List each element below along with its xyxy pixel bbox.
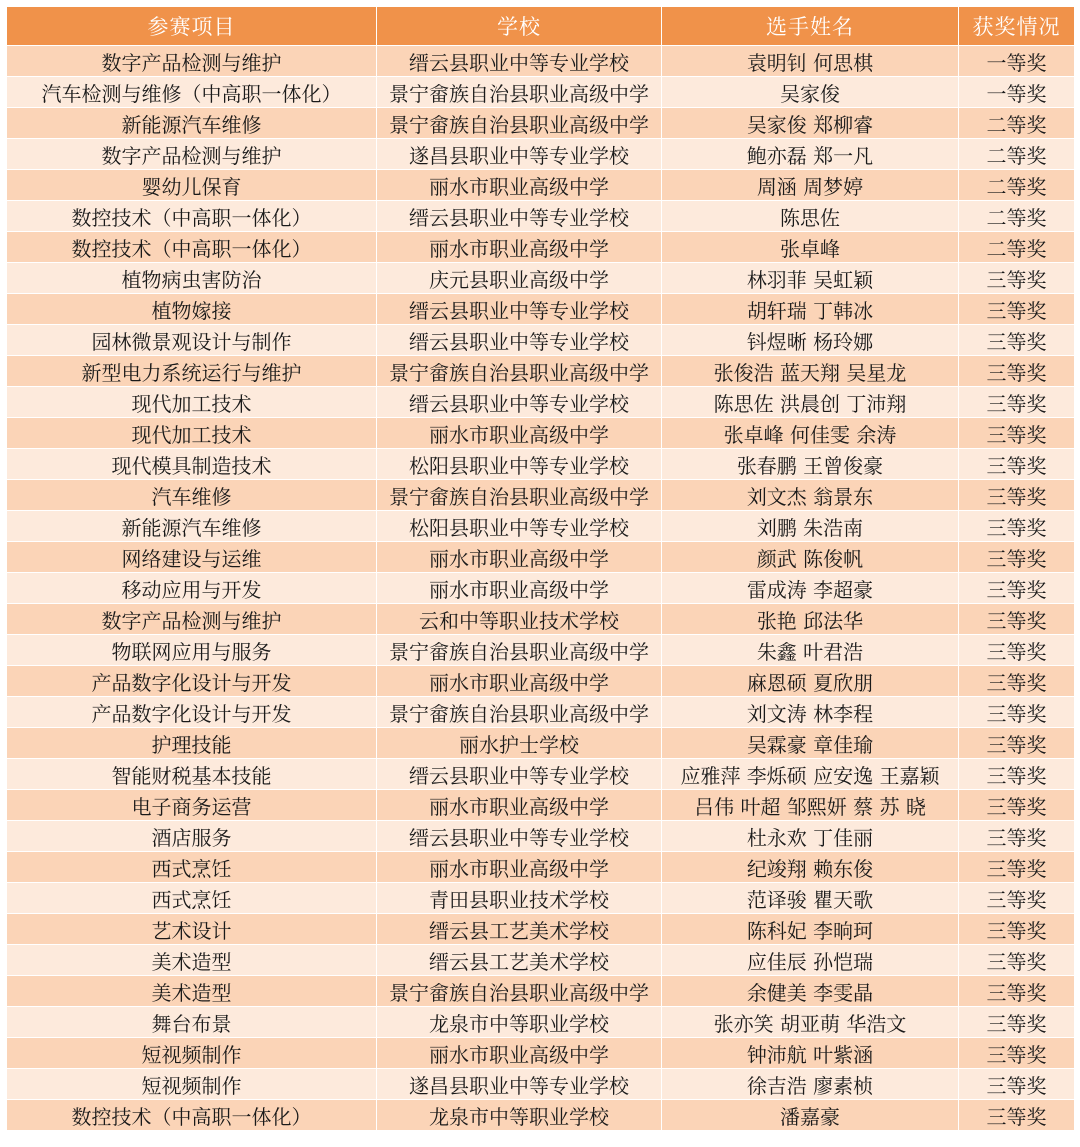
cell-school: 缙云县职业中等专业学校 bbox=[377, 201, 662, 232]
cell-school: 丽水市职业高级中学 bbox=[377, 666, 662, 697]
cell-award: 一等奖 bbox=[959, 77, 1075, 108]
cell-school: 景宁畲族自治县职业高级中学 bbox=[377, 976, 662, 1007]
cell-award: 三等奖 bbox=[959, 604, 1075, 635]
cell-contestant-names: 麻恩硕 夏欣朋 bbox=[662, 666, 959, 697]
cell-award: 三等奖 bbox=[959, 1069, 1075, 1100]
cell-contestant-names: 雷成涛 李超豪 bbox=[662, 573, 959, 604]
cell-competition-item: 数字产品检测与维护 bbox=[7, 139, 377, 170]
table-row bbox=[7, 1100, 1075, 1131]
cell-school: 丽水市职业高级中学 bbox=[377, 418, 662, 449]
cell-competition-item: 物联网应用与服务 bbox=[7, 635, 377, 666]
cell-competition-item: 汽车检测与维修（中高职一体化） bbox=[7, 77, 377, 108]
cell-award: 三等奖 bbox=[959, 821, 1075, 852]
cell-award: 三等奖 bbox=[959, 294, 1075, 325]
table-row bbox=[7, 1038, 1075, 1069]
table-row bbox=[7, 1007, 1075, 1038]
cell-competition-item: 产品数字化设计与开发 bbox=[7, 697, 377, 728]
cell-contestant-names: 吴家俊 郑柳睿 bbox=[662, 108, 959, 139]
header-award: 获奖情况 bbox=[959, 7, 1075, 46]
table-row bbox=[7, 945, 1075, 976]
cell-contestant-names: 吴家俊 bbox=[662, 77, 959, 108]
table-row bbox=[7, 294, 1075, 325]
cell-school: 遂昌县职业中等专业学校 bbox=[377, 1069, 662, 1100]
cell-competition-item: 护理技能 bbox=[7, 728, 377, 759]
cell-school: 遂昌县职业中等专业学校 bbox=[377, 139, 662, 170]
cell-competition-item: 新型电力系统运行与维护 bbox=[7, 356, 377, 387]
table-row bbox=[7, 573, 1075, 604]
cell-award: 一等奖 bbox=[959, 46, 1075, 77]
cell-contestant-names: 潘嘉豪 bbox=[662, 1100, 959, 1131]
table-row bbox=[7, 697, 1075, 728]
cell-award: 三等奖 bbox=[959, 635, 1075, 666]
table-row bbox=[7, 635, 1075, 666]
cell-school: 景宁畲族自治县职业高级中学 bbox=[377, 635, 662, 666]
table-row bbox=[7, 263, 1075, 294]
table-row bbox=[7, 449, 1075, 480]
cell-competition-item: 数控技术（中高职一体化） bbox=[7, 232, 377, 263]
table-row bbox=[7, 170, 1075, 201]
cell-competition-item: 现代模具制造技术 bbox=[7, 449, 377, 480]
header-contestant-names: 选手姓名 bbox=[662, 7, 959, 46]
cell-award: 三等奖 bbox=[959, 356, 1075, 387]
cell-award: 三等奖 bbox=[959, 325, 1075, 356]
table-row bbox=[7, 108, 1075, 139]
header-competition-item: 参赛项目 bbox=[7, 7, 377, 46]
cell-award: 三等奖 bbox=[959, 387, 1075, 418]
cell-contestant-names: 鲍亦磊 郑一凡 bbox=[662, 139, 959, 170]
cell-contestant-names: 徐吉浩 廖素桢 bbox=[662, 1069, 959, 1100]
cell-contestant-names: 陈科妃 李晌珂 bbox=[662, 914, 959, 945]
table-row bbox=[7, 480, 1075, 511]
cell-award: 三等奖 bbox=[959, 945, 1075, 976]
cell-school: 龙泉市中等职业学校 bbox=[377, 1100, 662, 1131]
cell-contestant-names: 林羽菲 吴虹颖 bbox=[662, 263, 959, 294]
table-row bbox=[7, 759, 1075, 790]
table-row bbox=[7, 1069, 1075, 1100]
cell-contestant-names: 朱鑫 叶君浩 bbox=[662, 635, 959, 666]
cell-award: 三等奖 bbox=[959, 976, 1075, 1007]
cell-school: 丽水市职业高级中学 bbox=[377, 790, 662, 821]
cell-competition-item: 婴幼儿保育 bbox=[7, 170, 377, 201]
cell-contestant-names: 张艳 邱法华 bbox=[662, 604, 959, 635]
cell-school: 庆元县职业高级中学 bbox=[377, 263, 662, 294]
cell-award: 二等奖 bbox=[959, 139, 1075, 170]
table-row bbox=[7, 542, 1075, 573]
cell-award: 三等奖 bbox=[959, 666, 1075, 697]
cell-school: 龙泉市中等职业学校 bbox=[377, 1007, 662, 1038]
cell-contestant-names: 钟沛航 叶紫涵 bbox=[662, 1038, 959, 1069]
table-row bbox=[7, 976, 1075, 1007]
table-row bbox=[7, 914, 1075, 945]
cell-award: 三等奖 bbox=[959, 573, 1075, 604]
cell-competition-item: 美术造型 bbox=[7, 976, 377, 1007]
cell-contestant-names: 陈思佐 洪晨创 丁沛翔 bbox=[662, 387, 959, 418]
cell-award: 三等奖 bbox=[959, 1100, 1075, 1131]
cell-school: 丽水市职业高级中学 bbox=[377, 542, 662, 573]
cell-school: 缙云县职业中等专业学校 bbox=[377, 46, 662, 77]
table-header bbox=[7, 7, 1075, 46]
cell-school: 景宁畲族自治县职业高级中学 bbox=[377, 356, 662, 387]
cell-school: 丽水市职业高级中学 bbox=[377, 852, 662, 883]
cell-contestant-names: 刘文涛 林李程 bbox=[662, 697, 959, 728]
cell-competition-item: 产品数字化设计与开发 bbox=[7, 666, 377, 697]
cell-award: 三等奖 bbox=[959, 1007, 1075, 1038]
table-row bbox=[7, 46, 1075, 77]
cell-contestant-names: 纪竣翔 赖东俊 bbox=[662, 852, 959, 883]
cell-contestant-names: 袁明钊 何思棋 bbox=[662, 46, 959, 77]
cell-school: 丽水市职业高级中学 bbox=[377, 573, 662, 604]
cell-competition-item: 网络建设与运维 bbox=[7, 542, 377, 573]
cell-contestant-names: 胡轩瑞 丁韩冰 bbox=[662, 294, 959, 325]
header-school: 学校 bbox=[377, 7, 662, 46]
cell-competition-item: 短视频制作 bbox=[7, 1069, 377, 1100]
cell-school: 缙云县职业中等专业学校 bbox=[377, 294, 662, 325]
cell-school: 丽水护士学校 bbox=[377, 728, 662, 759]
cell-competition-item: 现代加工技术 bbox=[7, 418, 377, 449]
cell-award: 三等奖 bbox=[959, 418, 1075, 449]
cell-award: 二等奖 bbox=[959, 108, 1075, 139]
cell-school: 景宁畲族自治县职业高级中学 bbox=[377, 480, 662, 511]
cell-award: 三等奖 bbox=[959, 759, 1075, 790]
cell-school: 缙云县工艺美术学校 bbox=[377, 914, 662, 945]
table-row bbox=[7, 77, 1075, 108]
cell-award: 三等奖 bbox=[959, 542, 1075, 573]
cell-competition-item: 新能源汽车维修 bbox=[7, 511, 377, 542]
cell-award: 二等奖 bbox=[959, 201, 1075, 232]
cell-competition-item: 酒店服务 bbox=[7, 821, 377, 852]
cell-school: 缙云县职业中等专业学校 bbox=[377, 759, 662, 790]
table-row bbox=[7, 666, 1075, 697]
cell-contestant-names: 刘鹏 朱浩南 bbox=[662, 511, 959, 542]
award-results-table bbox=[6, 6, 1075, 1131]
cell-contestant-names: 周涵 周梦婷 bbox=[662, 170, 959, 201]
cell-competition-item: 西式烹饪 bbox=[7, 883, 377, 914]
cell-contestant-names: 张春鹏 王曾俊豪 bbox=[662, 449, 959, 480]
cell-contestant-names: 刘文杰 翁景东 bbox=[662, 480, 959, 511]
cell-school: 景宁畲族自治县职业高级中学 bbox=[377, 77, 662, 108]
table-row bbox=[7, 852, 1075, 883]
cell-school: 松阳县职业中等专业学校 bbox=[377, 511, 662, 542]
cell-competition-item: 数控技术（中高职一体化） bbox=[7, 1100, 377, 1131]
cell-school: 景宁畲族自治县职业高级中学 bbox=[377, 108, 662, 139]
cell-contestant-names: 陈思佐 bbox=[662, 201, 959, 232]
cell-competition-item: 数字产品检测与维护 bbox=[7, 604, 377, 635]
cell-competition-item: 植物嫁接 bbox=[7, 294, 377, 325]
cell-award: 三等奖 bbox=[959, 480, 1075, 511]
cell-award: 三等奖 bbox=[959, 697, 1075, 728]
cell-school: 云和中等职业技术学校 bbox=[377, 604, 662, 635]
cell-contestant-names: 吴霖豪 章佳瑜 bbox=[662, 728, 959, 759]
cell-award: 三等奖 bbox=[959, 790, 1075, 821]
cell-school: 丽水市职业高级中学 bbox=[377, 232, 662, 263]
cell-competition-item: 数字产品检测与维护 bbox=[7, 46, 377, 77]
cell-award: 三等奖 bbox=[959, 914, 1075, 945]
cell-contestant-names: 张俊浩 蓝天翔 吴星龙 bbox=[662, 356, 959, 387]
cell-competition-item: 汽车维修 bbox=[7, 480, 377, 511]
table-row bbox=[7, 418, 1075, 449]
cell-competition-item: 舞台布景 bbox=[7, 1007, 377, 1038]
table-row bbox=[7, 883, 1075, 914]
table-row bbox=[7, 201, 1075, 232]
cell-competition-item: 西式烹饪 bbox=[7, 852, 377, 883]
cell-contestant-names: 张亦笑 胡亚萌 华浩文 bbox=[662, 1007, 959, 1038]
cell-award: 三等奖 bbox=[959, 1038, 1075, 1069]
cell-school: 缙云县工艺美术学校 bbox=[377, 945, 662, 976]
cell-award: 二等奖 bbox=[959, 170, 1075, 201]
cell-school: 丽水市职业高级中学 bbox=[377, 170, 662, 201]
cell-competition-item: 艺术设计 bbox=[7, 914, 377, 945]
cell-competition-item: 美术造型 bbox=[7, 945, 377, 976]
cell-contestant-names: 范译骏 瞿天歌 bbox=[662, 883, 959, 914]
cell-contestant-names: 颜武 陈俊帆 bbox=[662, 542, 959, 573]
cell-award: 三等奖 bbox=[959, 883, 1075, 914]
table-row bbox=[7, 356, 1075, 387]
table-body bbox=[7, 46, 1075, 1131]
cell-contestant-names: 吕伟 叶超 邹熙妍 蔡 苏 晓 bbox=[662, 790, 959, 821]
cell-competition-item: 短视频制作 bbox=[7, 1038, 377, 1069]
cell-award: 三等奖 bbox=[959, 852, 1075, 883]
cell-award: 三等奖 bbox=[959, 449, 1075, 480]
cell-school: 丽水市职业高级中学 bbox=[377, 1038, 662, 1069]
table-row bbox=[7, 325, 1075, 356]
cell-school: 缙云县职业中等专业学校 bbox=[377, 325, 662, 356]
cell-award: 三等奖 bbox=[959, 511, 1075, 542]
cell-contestant-names: 应雅萍 李烁硕 应安逸 王嘉颖 bbox=[662, 759, 959, 790]
cell-school: 缙云县职业中等专业学校 bbox=[377, 387, 662, 418]
table-row bbox=[7, 139, 1075, 170]
table-row bbox=[7, 728, 1075, 759]
cell-competition-item: 园林微景观设计与制作 bbox=[7, 325, 377, 356]
cell-competition-item: 新能源汽车维修 bbox=[7, 108, 377, 139]
cell-contestant-names: 余健美 李雯晶 bbox=[662, 976, 959, 1007]
cell-school: 景宁畲族自治县职业高级中学 bbox=[377, 697, 662, 728]
cell-competition-item: 移动应用与开发 bbox=[7, 573, 377, 604]
cell-contestant-names: 张卓峰 bbox=[662, 232, 959, 263]
cell-competition-item: 数控技术（中高职一体化） bbox=[7, 201, 377, 232]
cell-award: 二等奖 bbox=[959, 232, 1075, 263]
table-row bbox=[7, 511, 1075, 542]
cell-contestant-names: 钭煜晰 杨玲娜 bbox=[662, 325, 959, 356]
cell-school: 松阳县职业中等专业学校 bbox=[377, 449, 662, 480]
table-row bbox=[7, 790, 1075, 821]
cell-competition-item: 电子商务运营 bbox=[7, 790, 377, 821]
cell-contestant-names: 应佳辰 孙恺瑞 bbox=[662, 945, 959, 976]
table-row bbox=[7, 232, 1075, 263]
cell-competition-item: 智能财税基本技能 bbox=[7, 759, 377, 790]
cell-contestant-names: 张卓峰 何佳雯 余涛 bbox=[662, 418, 959, 449]
cell-competition-item: 植物病虫害防治 bbox=[7, 263, 377, 294]
cell-school: 青田县职业技术学校 bbox=[377, 883, 662, 914]
cell-award: 三等奖 bbox=[959, 728, 1075, 759]
table-row bbox=[7, 821, 1075, 852]
cell-contestant-names: 杜永欢 丁佳丽 bbox=[662, 821, 959, 852]
cell-school: 缙云县职业中等专业学校 bbox=[377, 821, 662, 852]
table-row bbox=[7, 604, 1075, 635]
header-row bbox=[7, 7, 1075, 46]
table-row bbox=[7, 387, 1075, 418]
cell-competition-item: 现代加工技术 bbox=[7, 387, 377, 418]
cell-award: 三等奖 bbox=[959, 263, 1075, 294]
